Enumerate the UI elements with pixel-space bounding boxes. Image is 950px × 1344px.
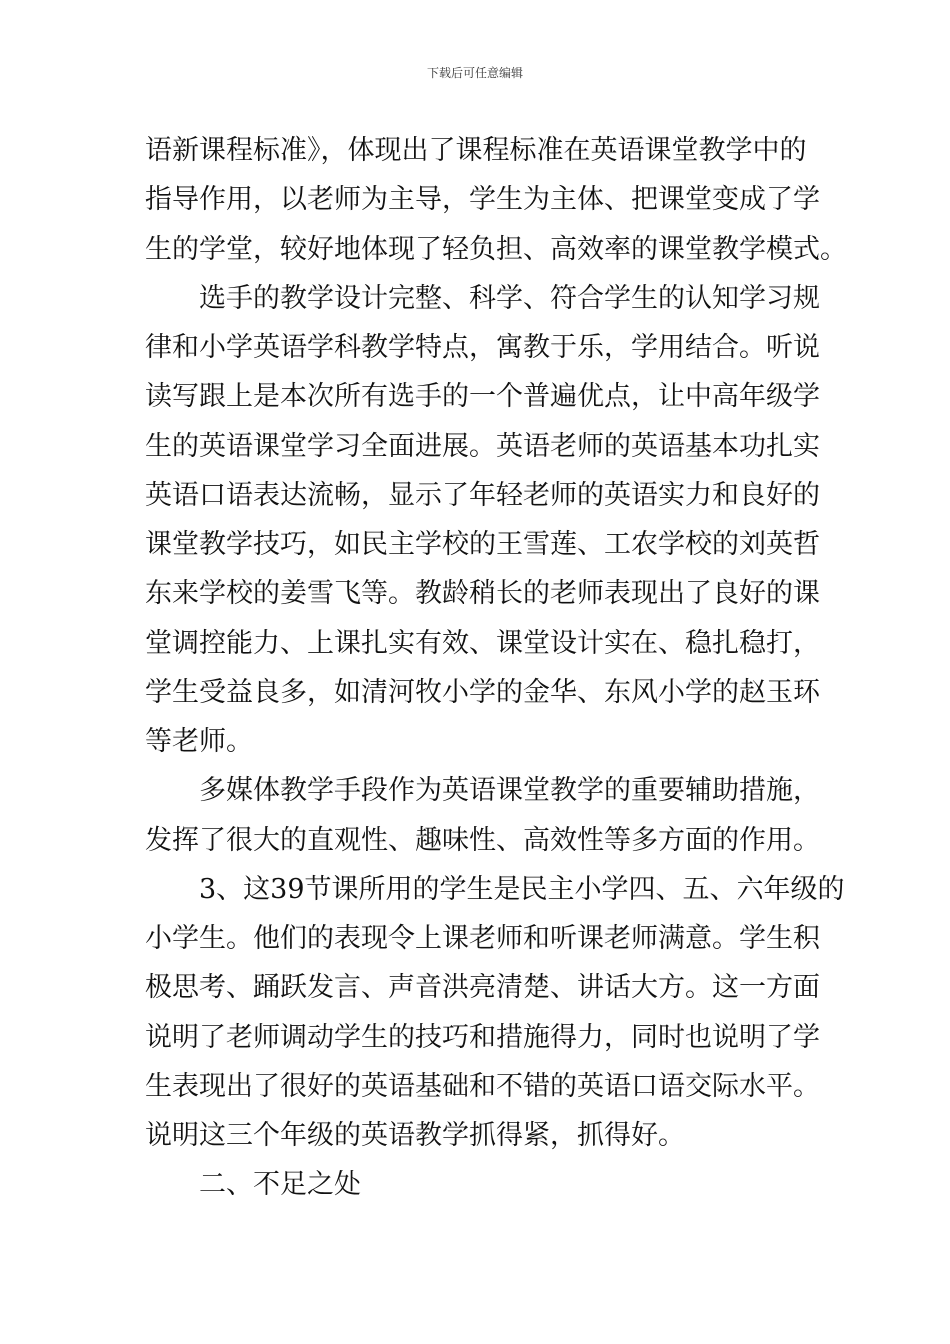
text-line: 英语口语表达流畅，显示了年轻老师的英语实力和良好的: [145, 479, 820, 511]
text-line: 说明了老师调动学生的技巧和措施得力，同时也说明了学: [145, 1021, 820, 1053]
text-line: 生表现出了很好的英语基础和不错的英语口语交际水平。: [145, 1070, 820, 1102]
text-line: 发挥了很大的直观性、趣味性、高效性等多方面的作用。: [145, 824, 820, 856]
text-line: 东来学校的姜雪飞等。教龄稍长的老师表现出了良好的课: [145, 578, 820, 610]
text-line: 指导作用，以老师为主导，学生为主体、把课堂变成了学: [145, 184, 820, 216]
text-line: 语新课程标准》，体现出了课程标准在英语课堂教学中的: [145, 135, 807, 166]
page-header: 下载后可任意编辑: [426, 66, 523, 80]
text-line: 生的英语课堂学习全面进展。英语老师的英语基本功扎实: [145, 430, 820, 462]
text-line: 律和小学英语学科教学特点，寓教于乐，学用结合。听说: [145, 332, 820, 363]
text-line: 学生受益良多，如清河牧小学的金华、东风小学的赵玉环: [145, 676, 820, 708]
text-line: 选手的教学设计完整、科学、符合学生的认知学习规: [199, 282, 820, 314]
text-line: 多媒体教学手段作为英语课堂教学的重要辅助措施，: [199, 775, 820, 807]
body-text: [145, 126, 847, 1210]
text-line: 小学生。他们的表现令上课老师和听课老师满意。学生积: [145, 923, 820, 954]
text-line: 极思考、踊跃发言、声音洪亮清楚、讲话大方。这一方面: [145, 972, 820, 1004]
text-line: 课堂教学技巧，如民主学校的王雪莲、工农学校的刘英哲: [145, 529, 820, 560]
text-line: 说明这三个年级的英语教学抓得紧，抓得好。: [145, 1120, 685, 1151]
text-line: 等老师。: [145, 726, 253, 757]
text-line: 二、不足之处: [199, 1169, 361, 1201]
text-line: 3、这39节课所用的学生是民主小学四、五、六年级的: [199, 873, 845, 905]
text-line: 堂调控能力、上课扎实有效、课堂设计实在、稳扎稳打，: [145, 627, 820, 659]
text-line: 生的学堂，较好地体现了轻负担、高效率的课堂教学模式。: [145, 233, 847, 265]
text-line: 读写跟上是本次所有选手的一个普遍优点，让中高年级学: [145, 381, 820, 413]
